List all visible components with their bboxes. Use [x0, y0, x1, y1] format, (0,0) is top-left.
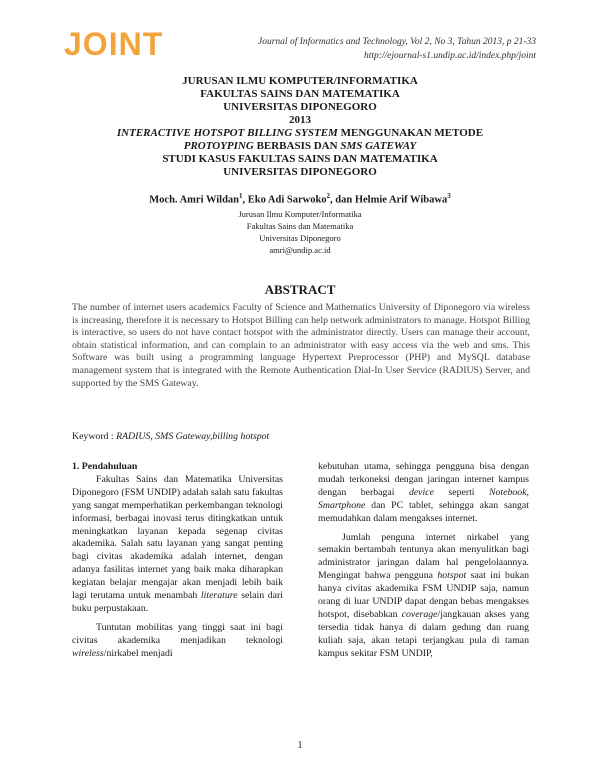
journal-url[interactable]: http://ejournal-s1.undip.ac.id/index.php/joint: [363, 51, 536, 61]
paper-title-line1: INTERACTIVE HOTSPOT BILLING SYSTEM MENGGUNAKAN METODE: [116, 127, 484, 139]
paragraph: Fakultas Sains dan Matematika Universitas Diponegoro (FSM UNDIP) adalah salah satu fakultas yang sangat memperhatikan perkembangan teknologi informasi, berbagai inovasi terus ditingkatkan untuk meningkatkan layanan kepada segenap civitas akademika. Salah satu layanan yang sangat penting bagi civitas akademika adalah internet, dengan adanya fasilitas internet yang baik maka diharapkan kegiatan belajar mengajar akan menjadi lebih baik lagi terutama untuk menambah literature selain dari buku perpustakaan.: [72, 473, 283, 614]
body-right-column: [318, 461, 529, 661]
abstract-text: The number of internet users academics Faculty of Science and Mathematics University of Diponegoro via wireless is increasing, therefore it is necessary to Hotspot Billing can help network administrators to manage. Hotspot Billing is interactive, so users do not have contact hotspot with the administrator directly. Users can manage their account, obtain statistical information, and can complain to an administrator with easy access via the web and sms. This Software was built using a programming language Hypertext Preprocessor (PHP) and MySQL database management system that is integrated with the Remote Authentication Dial-In User Service (RADIUS) Server, and supported by the SMS Gateway.: [72, 302, 530, 389]
abstract-heading: ABSTRACT: [264, 282, 336, 297]
authors: Moch. Amri Wildan$^1$, Eko Adi Sarwoko$^2$, dan Helmie Arif Wibawa$^3$: [149, 192, 451, 206]
university-line: UNIVERSITAS DIPONEGORO: [223, 101, 377, 113]
body-left-column: [72, 461, 283, 661]
journal-logo: JOINT: [64, 26, 164, 62]
department-line: JURUSAN ILMU KOMPUTER/INFORMATIKA: [182, 75, 418, 87]
affiliation: Jurusan Ilmu Komputer/Informatika Fakultas Sains dan Matematika Universitas Diponegoro amri@undip.ac.id: [64, 208, 536, 256]
journal-info: [258, 35, 536, 63]
title-block: [64, 75, 536, 179]
page-number: 1: [297, 740, 303, 751]
paper-title-line2: PROTOYPING BERBASIS DAN SMS GATEWAY: [183, 140, 417, 152]
author-email[interactable]: amri@undip.ac.id: [269, 245, 331, 255]
paper-title-line3: STUDI KASUS FAKULTAS SAINS DAN MATEMATIKA: [162, 153, 438, 165]
journal-citation: Journal of Informatics and Technology, Vol 2, No 3, Tahun 2013, p 21-33: [258, 37, 536, 47]
section-heading: 1. Pendahuluan: [72, 461, 138, 472]
paragraph: Jumlah penguna internet nirkabel yang semakin bertambah tentunya akan menyulitkan bagi administrator jaringan dalam hal pengelolaannya. Mengingat bahwa pengguna hotspot saat ini bukan hanya civitas akademika FSM UNDIP saja, namun orang di luar UNDIP dapat dengan bebas mengakses hotspot, disebabkan coverage/jangkauan akses yang tersedia tidak hanya di dalam gedung dan ruang kuliah saja, akan tetapi terjangkau pula di taman kampus sekitar FSM UNDIP,: [318, 531, 529, 659]
year-line: 2013: [289, 114, 311, 126]
paragraph: Tuntutan mobilitas yang tinggi saat ini bagi civitas akademika menjadikan teknologi wireless/nirkabel menjadi: [72, 621, 283, 659]
paragraph: kebutuhan utama, sehingga pengguna bisa dengan mudah terkoneksi dengan jaringan internet kampus dengan berbagai device seperti Notebook, Smartphone dan PC tablet, sehingga akan sangat memudahkan dalam mengakses internet.: [318, 461, 529, 524]
keywords: Keyword : RADIUS, SMS Gateway,billing hotspot: [72, 431, 270, 442]
paper-title-line4: UNIVERSITAS DIPONEGORO: [223, 166, 377, 178]
faculty-line: FAKULTAS SAINS DAN MATEMATIKA: [200, 88, 400, 100]
